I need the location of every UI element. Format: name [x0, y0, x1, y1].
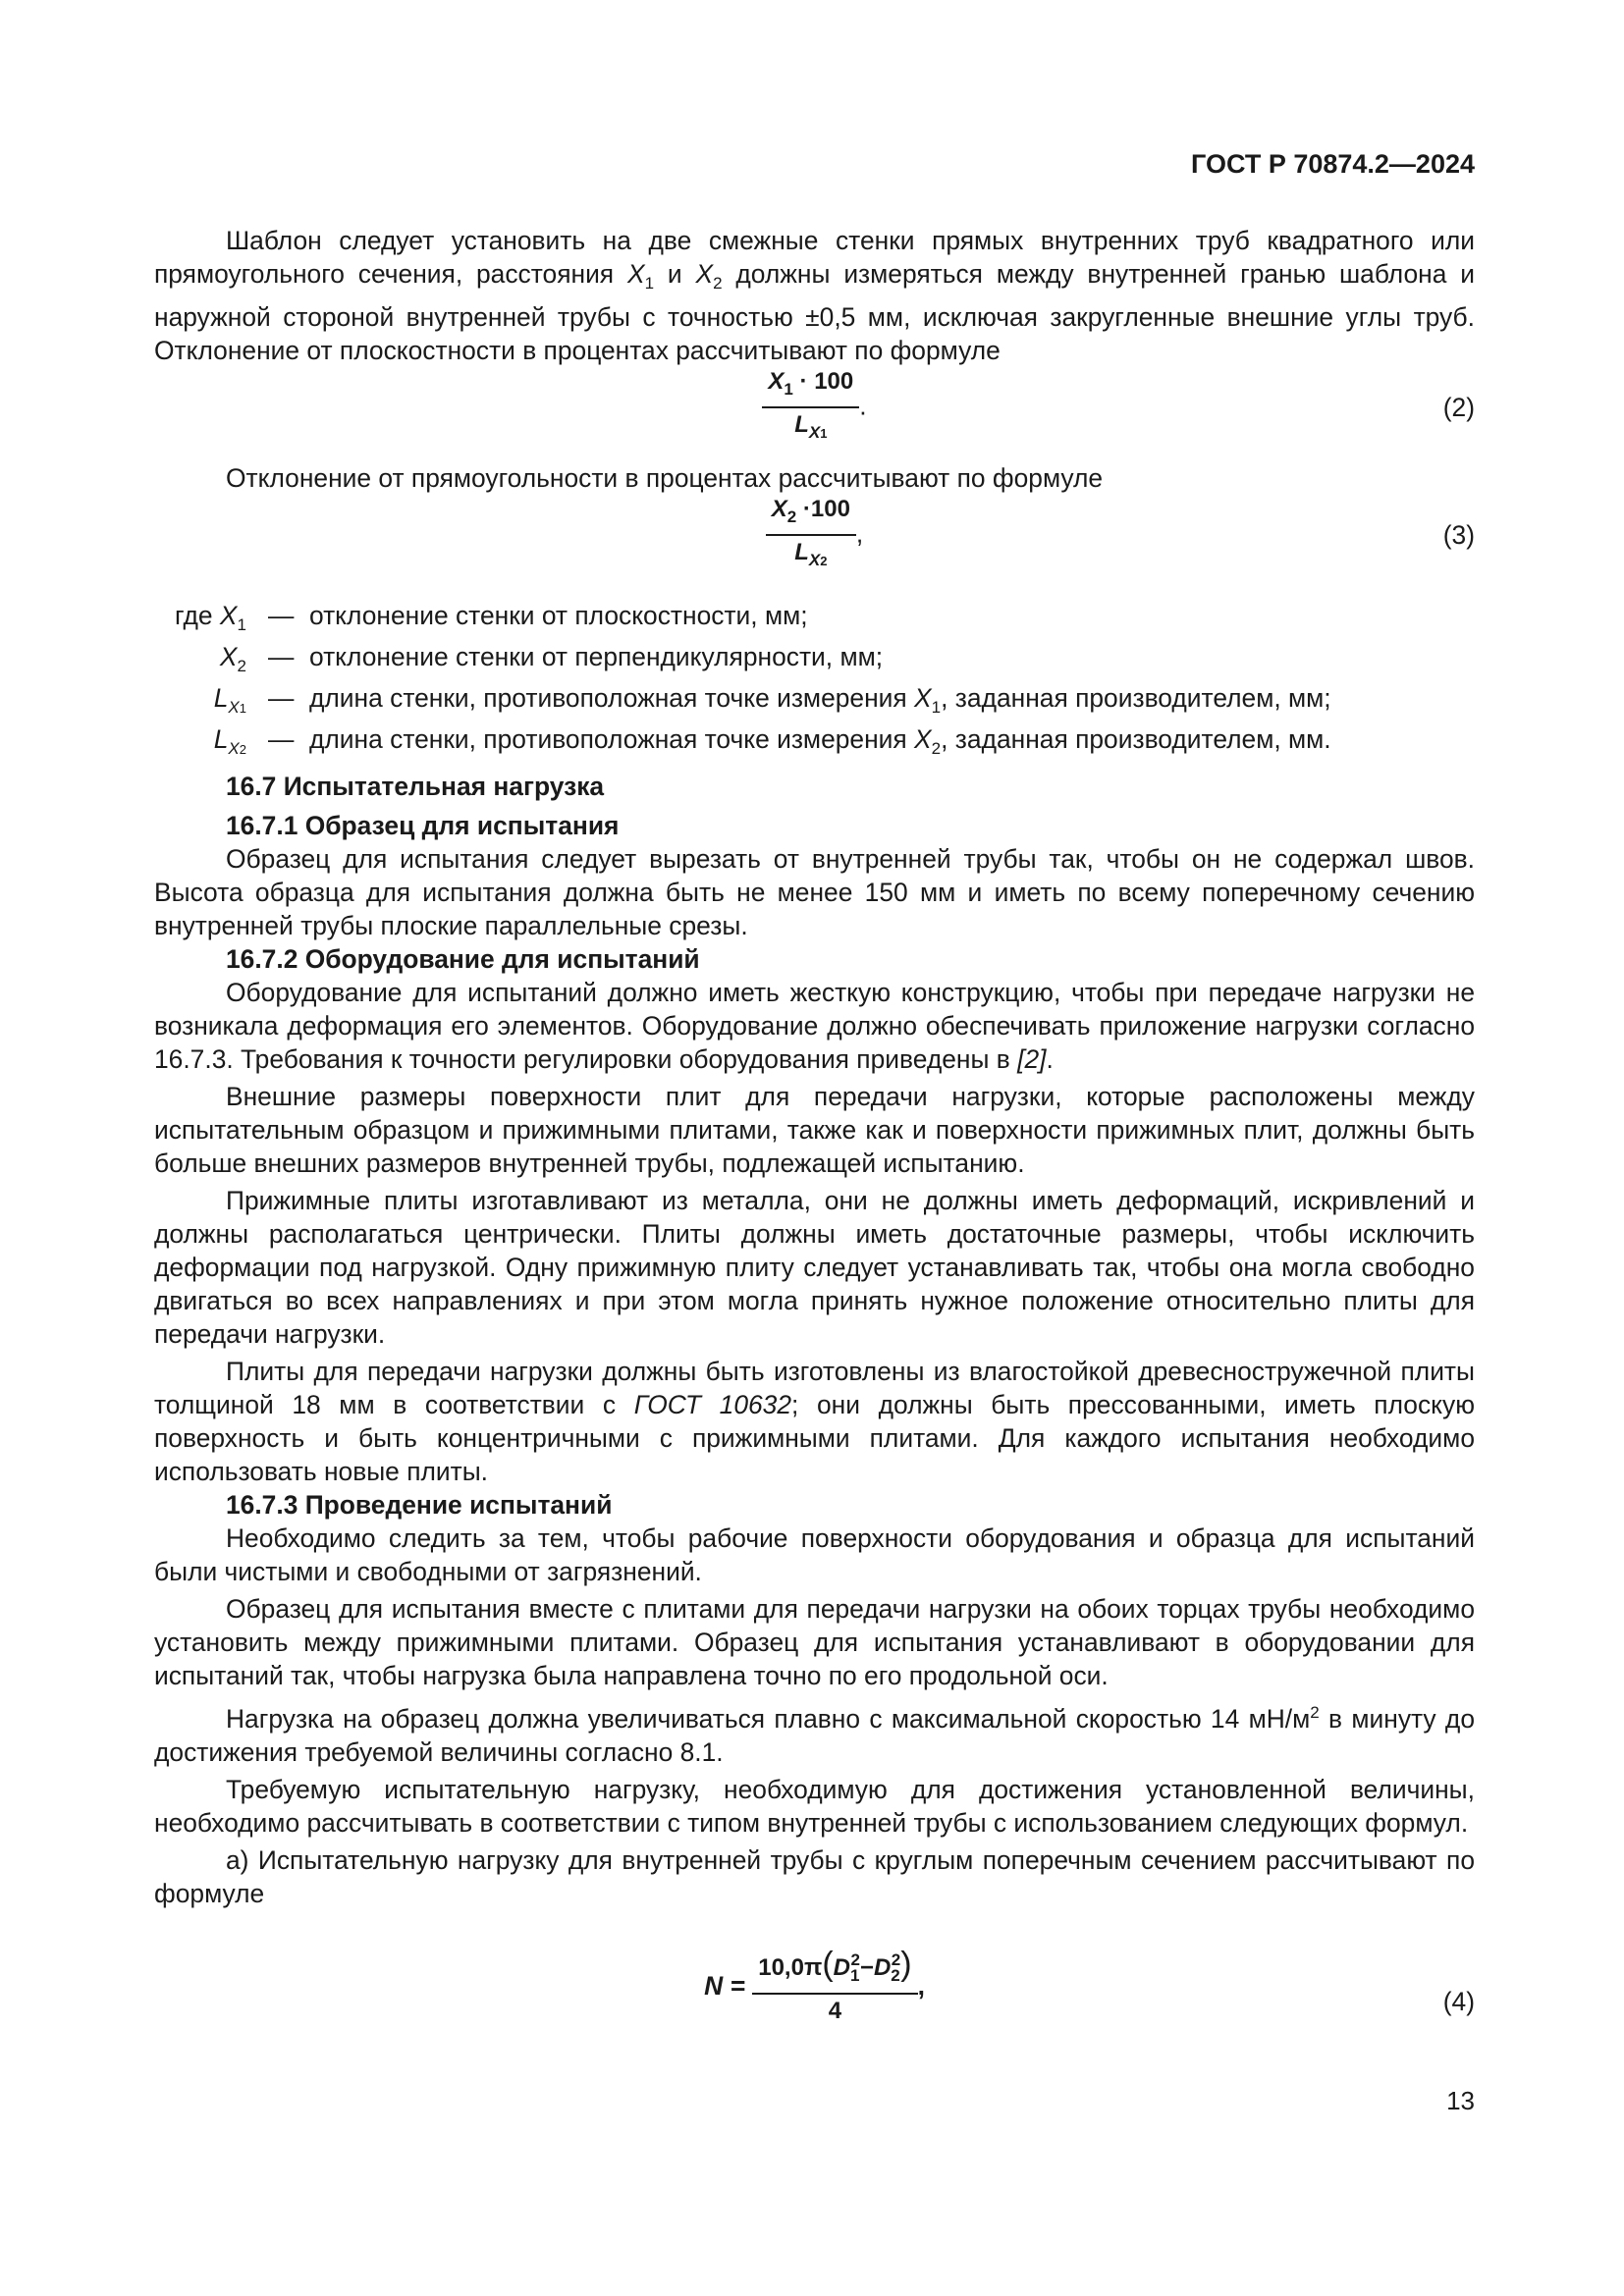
document-id-header: ГОСТ Р 70874.2—2024 — [1191, 149, 1475, 179]
legend-row: $L_{X1}$ — длина стенки, противоположная точке измерения $X_1$, заданная производителем, мм; — [213, 683, 1331, 717]
formula-2: $\frac{X_1 \cdot 100}{L_{X1}}$ . (2) — [154, 367, 1475, 461]
legend-row: где $X_1$ — отклонение стенки от плоскостности, мм; — [175, 601, 808, 634]
paragraph-pressure-plates: Прижимные плиты изготавливают из металла, они не должны иметь деформаций, искривлений и должны располагаться центрически. Плиты должны иметь достаточные размеры, чтобы исключить деформации под нагрузкой. Одну прижимную плиту следует устанавливать так, чтобы она могла свободно двигаться во всех направлениях и при этом могла принять нужное положение относительно плиты для передачи нагрузки. — [154, 1186, 1475, 1349]
equation-number-2: (2) — [1442, 393, 1475, 422]
legend-row: $X_2$ — отклонение стенки от перпендикулярности, мм; — [219, 642, 884, 675]
paragraph-circular-section: а) Испытательную нагрузку для внутренней трубы с круглым поперечным сечением рассчитывают по формуле — [154, 1845, 1475, 1908]
equation-number-3: (3) — [1442, 520, 1475, 550]
paragraph-load-rate: Нагрузка на образец должна увеличиваться плавно с максимальной скоростью 14 $мН/м^2$ в минуту до достижения требуемой величины согласно 8.1. — [154, 1703, 1475, 1767]
section-title-16-7-3: 16.7.3 Проведение испытаний — [226, 1490, 613, 1520]
formula-4: N = $\frac{10,0\pi(D_1^2-D_2^2)}{4}$ , (4) — [704, 1946, 1475, 2024]
section-title-16-7-2: 16.7.2 Оборудование для испытаний — [226, 944, 700, 974]
paragraph-plate-dimensions: Внешние размеры поверхности плит для передачи нагрузки, которые расположены между испытательным образцом и прижимными плитами, также как и поверхности прижимных плит, должны быть больше внешних размеров внутренней трубы, подлежащей испытанию. — [154, 1082, 1475, 1178]
paragraph-load-plates: Плиты для передачи нагрузки должны быть изготовлены из влагостойкой древесностружечной плиты толщиной 18 мм в соответствии с ГОСТ 10632; они должны быть прессованными, иметь плоскую поверхность и быть концентричными с прижимными плитами. Для каждого испытания необходимо использовать новые плиты. — [154, 1357, 1475, 1486]
paragraph-installation: Образец для испытания вместе с плитами для передачи нагрузки на обоих торцах трубы необходимо установить между прижимными плитами. Образец для испытания устанавливают в оборудовании для испытаний так, чтобы нагрузка была направлена точно по его продольной оси. — [154, 1594, 1475, 1690]
reference-link: [2] — [1017, 1044, 1047, 1074]
formula-3: $\frac{X_2 \cdot 100}{L_{X2}}$ , (3) — [154, 495, 1475, 589]
paragraph-equipment: Оборудование для испытаний должно иметь жесткую конструкцию, чтобы при передаче нагрузки не возникала деформация его элементов. Оборудование должно обеспечивать приложение нагрузки согласно 16.7.3. Требования к точности регулировки оборудования приведены в [2]. — [154, 978, 1475, 1074]
page-body — [154, 224, 1475, 2063]
section-title-16-7-1: 16.7.1 Образец для испытания — [226, 811, 620, 840]
section-title-16-7: 16.7 Испытательная нагрузка — [226, 772, 605, 801]
standard-reference: ГОСТ 10632 — [633, 1390, 792, 1419]
symbol-legend — [105, 599, 1475, 764]
intro-paragraph: Шаблон следует установить на две смежные стенки прямых внутренних труб квадратного или прямоугольного сечения, расстояния $X_1$ и $X_2$ должны измеряться между внутренней гранью шаблона и наружной стороной внутренней трубы с точностью ±0,5 мм, исключая закругленные внешние углы труб. Отклонение от плоскостности в процентах рассчитывают по формуле — [154, 226, 1475, 365]
equation-number-4: (4) — [1442, 1987, 1475, 2016]
page-number: 13 — [1446, 2086, 1475, 2115]
legend-row: $L_{X2}$ — длина стенки, противоположная точке измерения $X_2$, заданная производителем, мм. — [213, 724, 1331, 758]
paragraph-cleanliness: Необходимо следить за тем, чтобы рабочие поверхности оборудования и образца для испытаний были чистыми и свободными от загрязнений. — [154, 1523, 1475, 1586]
paragraph-required-load: Требуемую испытательную нагрузку, необходимую для достижения установленной величины, необходимо рассчитывать в соответствии с типом внутренней трубы с использованием следующих формул. — [154, 1775, 1475, 1838]
paragraph-rectangularity: Отклонение от прямоугольности в процентах рассчитывают по формуле — [226, 463, 1104, 493]
paragraph-specimen: Образец для испытания следует вырезать от внутренней трубы так, чтобы он не содержал швов. Высота образца для испытания должна быть не менее 150 мм и иметь по всему поперечному сечению внутренней трубы плоские параллельные срезы. — [154, 844, 1475, 940]
